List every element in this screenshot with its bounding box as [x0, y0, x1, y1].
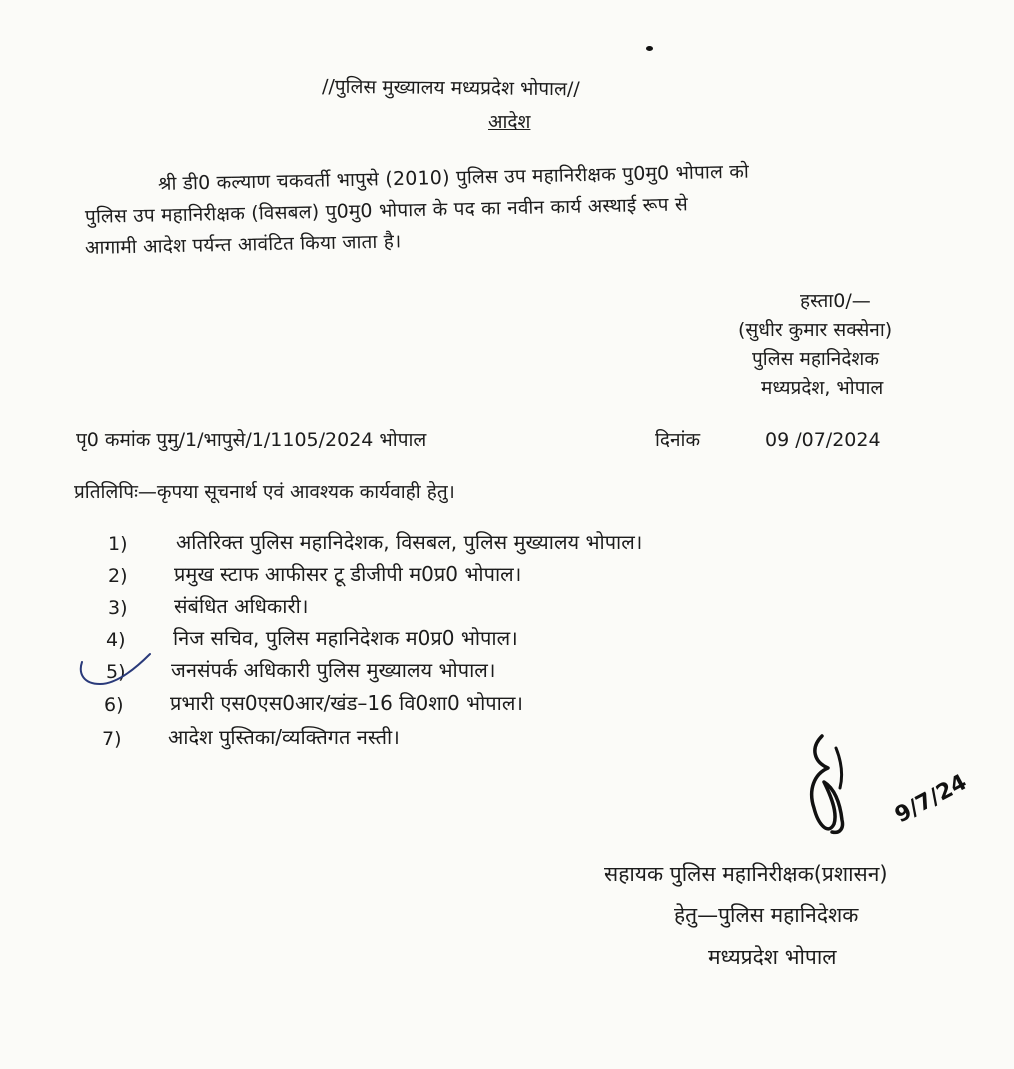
list-item-text: निज सचिव, पुलिस महानिदेशक म0प्र0 भोपाल।	[173, 626, 518, 650]
list-item-number: 1)	[108, 533, 128, 555]
list-item-text: आदेश पुस्तिका/व्यक्तिगत नस्ती।	[168, 725, 400, 749]
office-header: //पुलिस मुख्यालय मध्यप्रदेश भोपाल//	[321, 75, 580, 101]
list-item-text: जनसंपर्क अधिकारी पुलिस मुख्यालय भोपाल।	[171, 658, 496, 682]
signatory-designation: पुलिस महानिदेशक	[752, 348, 879, 370]
issuer-on-behalf: हेतु—पुलिस महानिदेशक	[674, 903, 859, 927]
list-item-number: 7)	[102, 728, 122, 750]
signed-mark: हस्ता0/—	[800, 290, 871, 312]
list-item-text: प्रमुख स्टाफ आफीसर टू डीजीपी म0प्र0 भोपाल।	[174, 562, 522, 586]
order-body-line-3: आगामी आदेश पर्यन्त आवंटित किया जाता है।	[84, 230, 402, 259]
order-body-line-2: पुलिस उप महानिरीक्षक (विसबल) पु0मु0 भोपाल के पद का नवीन कार्य अस्थाई रूप से	[84, 193, 689, 228]
pen-tick-mark	[76, 650, 156, 690]
order-body-line-1: श्री डी0 कल्याण चकवर्ती भापुसे (2010) पुलिस उप महानिरीक्षक पु0मु0 भोपाल को	[157, 160, 750, 195]
order-title: आदेश	[488, 111, 531, 133]
list-item-number: 3)	[108, 597, 128, 619]
issuer-location: मध्यप्रदेश भोपाल	[708, 945, 837, 969]
list-item-text: अतिरिक्त पुलिस महानिदेशक, विसबल, पुलिस मुख्यालय भोपाल।	[176, 530, 643, 554]
reference-number: पृ0 कमांक पुमु/1/भापुसे/1/1105/2024 भोपाल	[76, 429, 427, 451]
handwritten-signature	[800, 728, 972, 848]
list-item-text: प्रभारी एस0एस0आर/खंड–16 वि0शा0 भोपाल।	[170, 691, 523, 715]
list-item-number: 6)	[104, 694, 124, 716]
handwritten-date: 9/7/24	[891, 769, 972, 829]
list-item-text: संबंधित अधिकारी।	[174, 594, 309, 618]
issuer-designation: सहायक पुलिस महानिरीक्षक(प्रशासन)	[604, 862, 888, 886]
signatory-name: (सुधीर कुमार सक्सेना)	[738, 319, 893, 341]
date-value: 09 /07/2024	[765, 429, 881, 451]
list-item-number: 4)	[106, 629, 126, 651]
ink-dot	[646, 46, 653, 51]
list-item-number: 2)	[108, 565, 128, 587]
list-item-number: 5)	[106, 661, 126, 683]
signatory-location: मध्यप्रदेश, भोपाल	[761, 377, 884, 399]
copy-to-heading: प्रतिलिपिः—कृपया सूचनार्थ एवं आवश्यक कार्यवाही हेतु।	[74, 481, 455, 503]
date-label: दिनांक	[655, 429, 701, 451]
